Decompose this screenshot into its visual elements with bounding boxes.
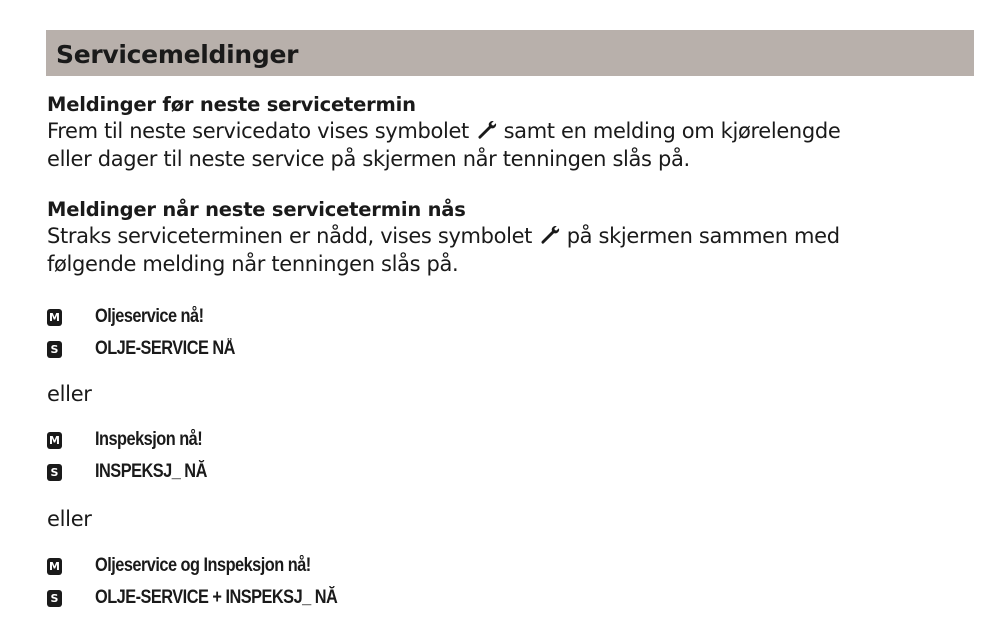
s-badge-icon: S <box>47 590 62 607</box>
display-message: Inspeksjon nå! <box>95 429 203 450</box>
section-before-service <box>47 93 977 173</box>
section-header-bar <box>46 30 974 76</box>
list-item <box>47 301 647 333</box>
separator-or: eller <box>47 507 92 531</box>
display-message: INSPEKSJ_ NĂ <box>95 461 207 482</box>
m-badge-icon: M <box>47 558 62 575</box>
message-group-inspection <box>47 424 647 488</box>
message-group-oil <box>47 301 647 365</box>
wrench-icon <box>538 224 560 246</box>
section-body: Frem til neste servicedato vises symbolet samt en melding om kjørelengde eller dager til neste service på skjermen når tenningen slås på. <box>47 119 841 171</box>
display-message: Oljeservice og Inspeksjon nå! <box>95 555 311 576</box>
message-group-oil-and-inspection <box>47 550 647 614</box>
m-badge-icon: M <box>47 432 62 449</box>
list-item <box>47 333 647 365</box>
section-service-due <box>47 198 977 278</box>
s-badge-icon: S <box>47 464 62 481</box>
page-title: Servicemeldinger <box>56 39 299 69</box>
list-item <box>47 550 647 582</box>
display-message: OLJE-SERVICE NÅ <box>95 338 235 359</box>
separator-or: eller <box>47 382 92 406</box>
section-heading: Meldinger før neste servicetermin <box>47 93 416 116</box>
list-item <box>47 456 647 488</box>
list-item <box>47 582 647 614</box>
display-message: OLJE-SERVICE + INSPEKSJ_ NĂ <box>95 587 338 608</box>
wrench-icon <box>475 119 497 141</box>
m-badge-icon: M <box>47 309 62 326</box>
section-body: Straks serviceterminen er nådd, vises symbolet på skjermen sammen med følgende melding når tenningen slås på. <box>47 224 840 276</box>
list-item <box>47 424 647 456</box>
display-message: Oljeservice nå! <box>95 306 204 327</box>
s-badge-icon: S <box>47 341 62 358</box>
section-heading: Meldinger når neste servicetermin nås <box>47 198 466 221</box>
